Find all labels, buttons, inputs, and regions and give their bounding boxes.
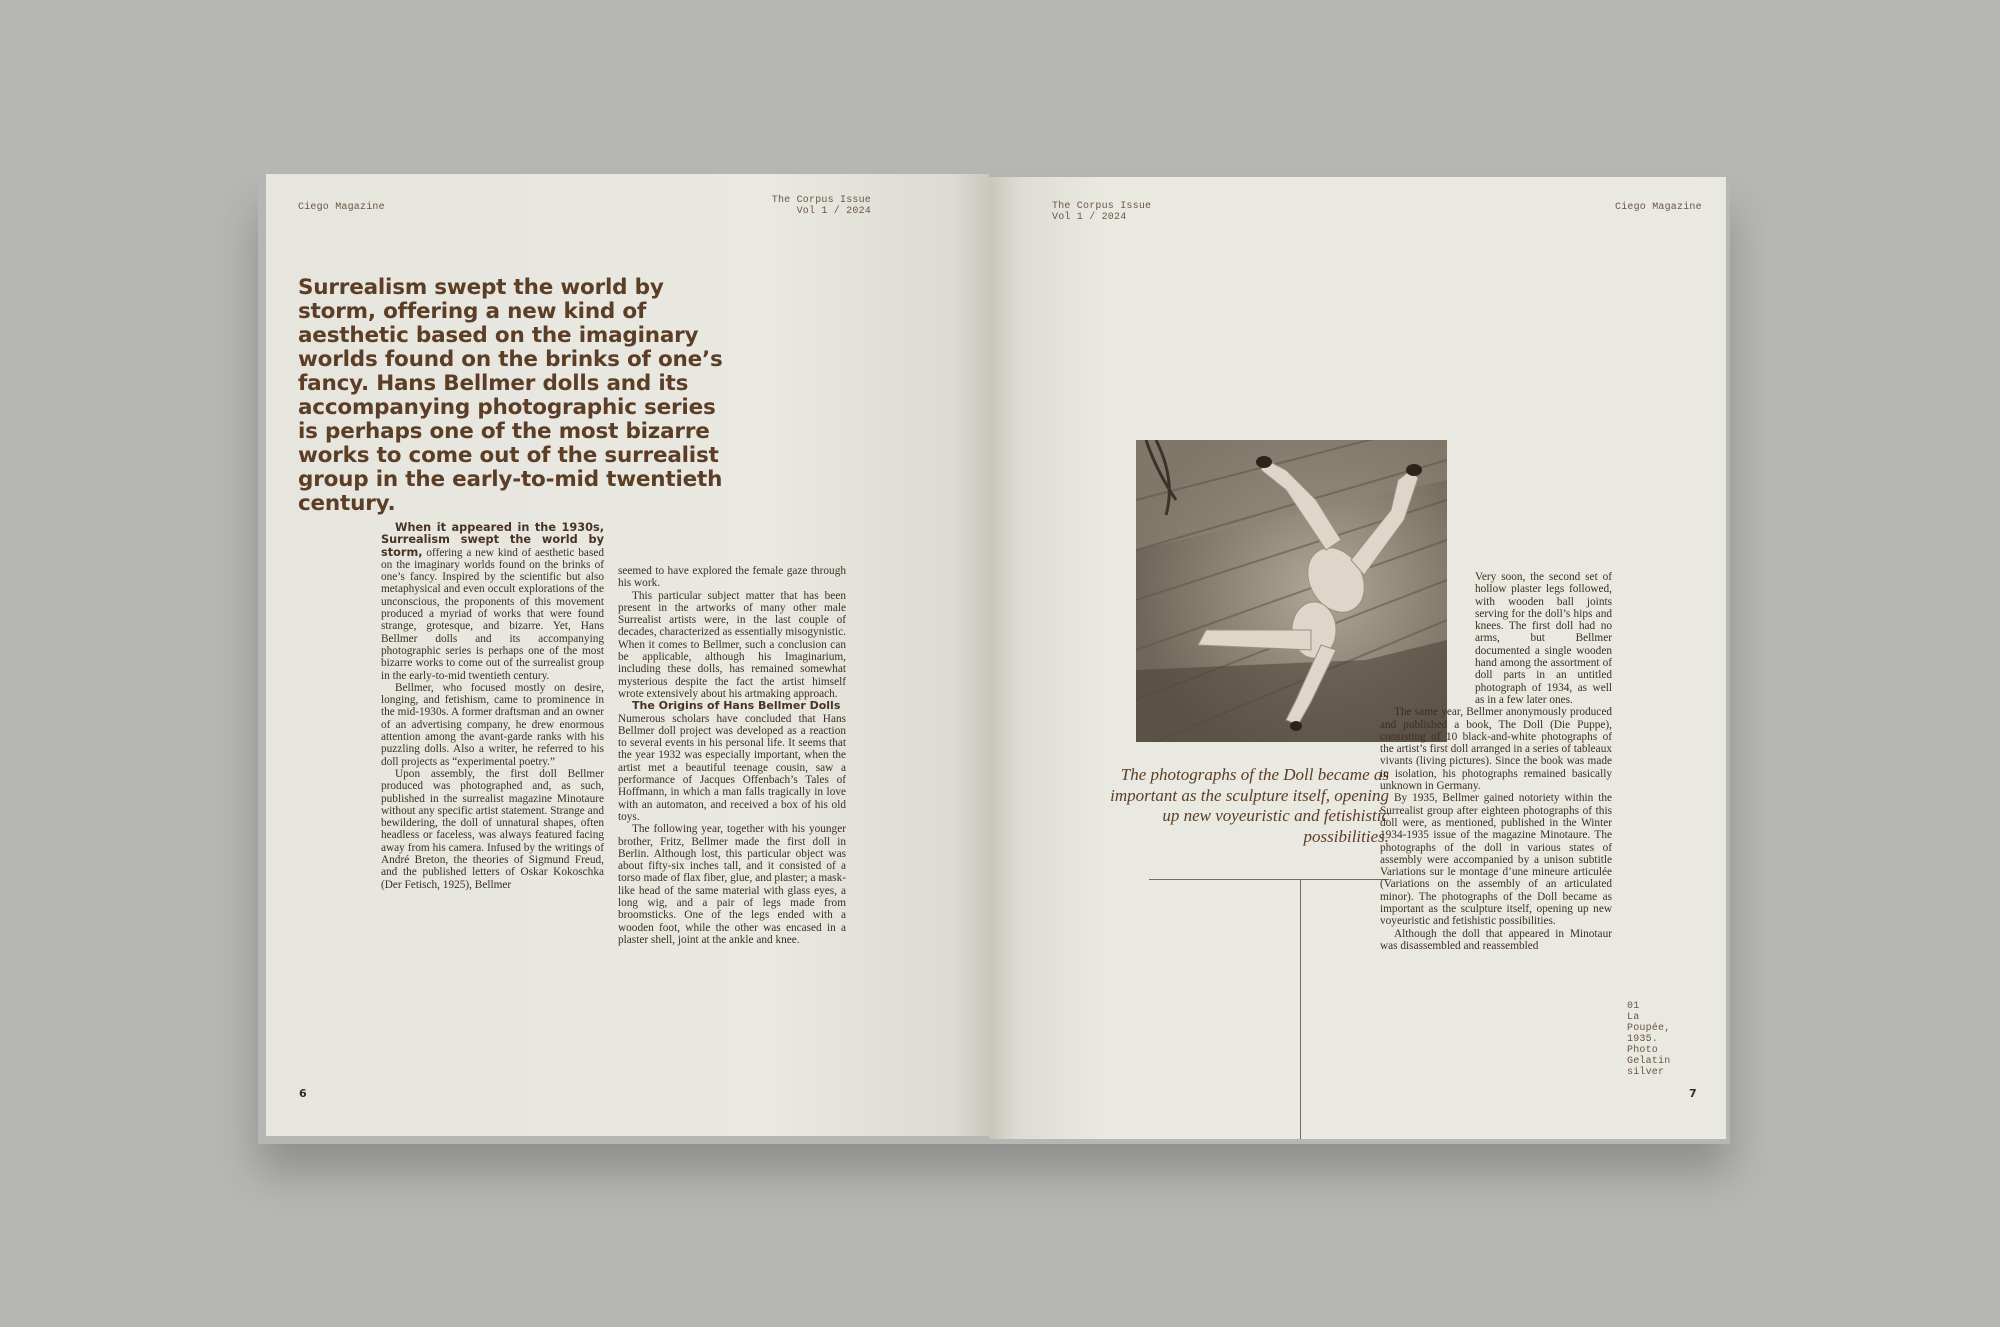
magazine-name-right: Ciego Magazine <box>1615 202 1702 213</box>
right-page <box>989 177 1726 1139</box>
issue-title: The Corpus Issue <box>1052 201 1152 212</box>
article-column-3 <box>1380 571 1612 952</box>
caption-line: Gelatin <box>1627 1056 1671 1067</box>
body-paragraph: This particular subject matter that has been present in the artworks of many other male Surrealist artists were, in the last couple of decades, characterized as essentially misogynistic. When it comes to Bellmer, such a conclusion can be applicable, although his Imaginarium, including these dolls, has remained somewhat mysterious despite the fact the artist himself wrote extensively about his artmaking approach. <box>618 589 846 700</box>
issue-info-right <box>1052 201 1151 223</box>
divider-horizontal <box>1149 879 1389 880</box>
caption-line: 1935. <box>1627 1034 1659 1045</box>
body-paragraph: Numerous scholars have concluded that Hans Bellmer doll project was developed as a reaction to several events in his personal life. It seems that the year 1932 was especially important, when the artist met a beautiful teenage cousin, saw a performance of Jacques Offenbach’s Tales of Hoffmann, in which a man falls tragically in love with an automaton, and received a box of his old toys. <box>618 712 846 823</box>
caption-number: 01 <box>1627 1001 1640 1012</box>
body-paragraph: By 1935, Bellmer gained notoriety within the Surrealist group after eighteen photographs of this doll were, as mentioned, published in the Winter 1934-1935 issue of the magazine Minotaure. The photographs of the doll in various states of assembly were accompanied by a unison subtitle Variations sur le montage d’une mineure articulée (Variations on the assembly of an articulated minor). The photographs of the Doll became as important as the sculpture itself, opening up new voyeuristic and fetishistic possibilities. <box>1380 792 1612 928</box>
body-paragraph: The same year, Bellmer anonymously produced and published a book, The Doll (Die Puppe), consisting of 10 black-and-white photographs of the artist’s first doll arranged in a series of tableaux vivants (living pictures). Since the book was made in isolation, his photographs remained basically unknown in Germany. <box>1380 706 1612 793</box>
body-paragraph: Bellmer, who focused mostly on desire, longing, and fetishism, came to prominence in the mid-1930s. A former draftsman and an owner of an advertising company, he drew enormous attention among the avant-garde ranks with his puzzling dolls. Also a writer, he referred to his doll projects as “experimental poetry.” <box>381 681 604 768</box>
page-number-left: 6 <box>299 1087 307 1100</box>
caption-line: Photo <box>1627 1045 1659 1056</box>
caption-line: La Poupée, <box>1627 1012 1671 1034</box>
body-paragraph: offering a new kind of aesthetic based on the imaginary worlds found on the brinks of one’s fancy. Inspired by the scientific but also metaphysical and even occult explorations of the unconscious, the proponents of this movement produced a myriad of works that were found strange, grotesque, and bizarre. Yet, Hans Bellmer dolls and its accompanying photographic series is perhaps one of the most bizarre works to come out of the surrealist group in the early-to-mid twentieth century. <box>381 546 604 682</box>
left-page <box>266 174 989 1136</box>
body-paragraph-text: Very soon, the second set of hollow plaster legs followed, with wooden ball joints serving for the doll’s hips and knees. The first doll had no arms, but Bellmer documented a single wooden hand among the assortment of doll parts in an untitled photograph of 1934, as well as in a few later ones. <box>1475 571 1612 706</box>
intro-text: When it appeared in the 1930s, Surrealism swept the world by storm, <box>381 521 604 559</box>
body-paragraph: Upon assembly, the first doll Bellmer produced was photographed and, as such, published in the surrealist magazine Minotaure without any specific artist statement. Strange and bewildering, the doll of unnatural shapes, often headless or faceless, was always featured facing away from his camera. Infused by the writings of André Breton, the theories of Sigmund Freud, and the published letters of Oskar Kokoschka (Der Fetisch, 1925), Bellmer <box>381 767 604 891</box>
article-column-2 <box>618 565 846 946</box>
figure-caption <box>1627 1001 1687 1078</box>
issue-title: The Corpus Issue <box>771 195 871 206</box>
body-paragraph: Although the doll that appeared in Minotaur was disassembled and reassembled <box>1380 927 1612 952</box>
article-column-1 <box>381 522 604 891</box>
issue-volume: Vol 1 / 2024 <box>796 206 871 217</box>
issue-volume: Vol 1 / 2024 <box>1052 212 1127 223</box>
section-heading: The Origins of Hans Bellmer Dolls <box>632 699 841 713</box>
issue-info-left <box>671 195 871 217</box>
body-paragraph: seemed to have explored the female gaze through his work. <box>618 565 846 590</box>
body-paragraph <box>1380 571 1612 706</box>
page-number-right: 7 <box>1689 1087 1697 1100</box>
divider-vertical <box>1300 879 1301 1139</box>
body-paragraph: The following year, together with his younger brother, Fritz, Bellmer made the first doll in Berlin. Although lost, this particular object was about fifty-six inches tall, and it consisted of a torso made of flax fiber, glue, and plaster; a mask-like head of the same material with glass eyes, a long wig, and a pair of legs made from broomsticks. One of the legs ended with a wooden foot, while the other was encased in a plaster shell, joint at the ankle and knee. <box>618 823 846 946</box>
lede-paragraph: Surrealism swept the world by storm, offering a new kind of aesthetic based on the imaginary worlds found on the brinks of one’s fancy. Hans Bellmer dolls and its accompanying photographic series is perhaps one of the most bizarre works to come out of the surrealist group in the early-to-mid twentieth century. <box>298 275 723 516</box>
caption-line: silver <box>1627 1067 1665 1078</box>
magazine-name-left: Ciego Magazine <box>298 202 385 213</box>
pull-quote: The photographs of the Doll became as important as the sculpture itself, opening up new voyeuristic and fetishistic possibilities. <box>1110 765 1389 846</box>
